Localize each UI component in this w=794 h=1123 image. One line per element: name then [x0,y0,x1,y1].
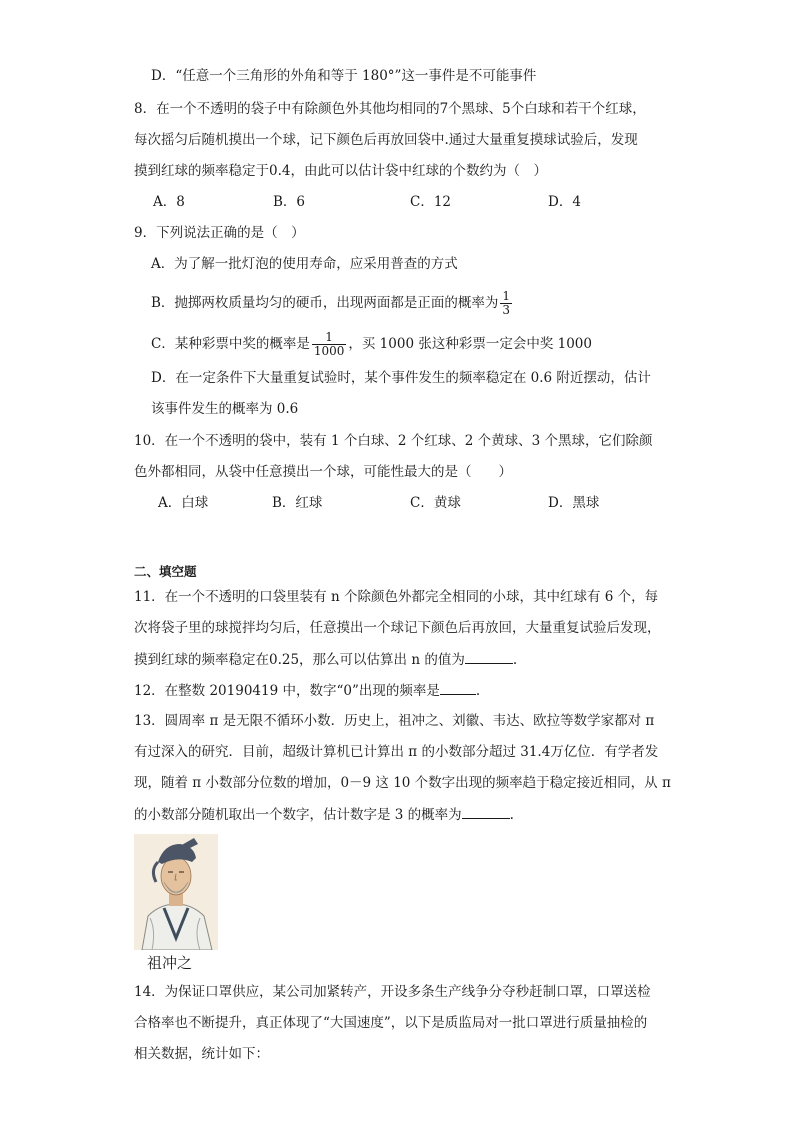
q10-option-c: C．黄球 [410,495,461,511]
portrait-illustration [134,834,218,950]
q14-stem-line3: 相关数据，统计如下： [134,1046,269,1062]
q9-option-b-text: B．抛掷两枚质量均匀的硬币，出现两面都是正面的概率为 [151,295,499,311]
q11-stem-line3 [134,649,517,670]
q14-stem-line2: 合格率也不断提升，真正体现了“大国速度”，以下是质监局对一批口罩进行质量抽检的 [134,1015,648,1031]
q13-stem-line4-text: 的小数部分随机取出一个数字，估计数字是 3 的概率为 [134,807,462,823]
q7-option-d: D．“任意一个三角形的外角和等于 180°”这一事件是不可能事件 [151,68,537,84]
q14-stem-line1: 14．为保证口罩供应，某公司加紧转产，开设多条生产线争分夺秒赶制口罩，口罩送检 [134,984,651,1000]
q10-stem-line2: 色外都相同，从袋中任意摸出一个球，可能性最大的是（ ） [134,464,512,480]
q11-stem-line3-text: 摸到红球的频率稳定在0.25，那么可以估算出 n 的值为 [134,652,465,668]
q8-option-b: B．6 [273,194,306,210]
q9-option-c [151,331,592,358]
q8-stem-line1: 8．在一个不透明的袋子中有除颜色外其他均相同的7个黑球、5个白球和若干个红球， [134,101,646,117]
q9-option-b-fraction [500,290,512,317]
fraction-denominator: 3 [502,303,511,317]
section-heading-fill-in: 二、填空题 [134,564,197,579]
q8-option-d: D．4 [548,194,581,210]
q10-option-a: A．白球 [158,495,209,511]
q12-stem [134,680,480,701]
q8-stem-line2: 每次摇匀后随机摸出一个球，记下颜色后再放回袋中.通过大量重复摸球试验后，发现 [134,132,638,148]
q11-stem-line2: 次将袋子里的球搅拌均匀后，任意摸出一个球记下颜色后再放回，大量重复试验后发现， [134,620,661,636]
q11-stem-line1: 11．在一个不透明的口袋里装有 n 个除颜色外都完全相同的小球，其中红球有 6 个，每 [134,589,659,605]
q9-option-c-pre: C．某种彩票中奖的概率是 [151,336,310,352]
fraction-numerator: 1 [312,331,347,345]
answer-blank[interactable] [440,680,476,695]
fraction-denominator: 1000 [313,344,345,358]
q8-option-c: C．12 [410,194,452,210]
q11-end-period: . [512,652,518,668]
q9-option-c-post: ，买 1000 张这种彩票一定会中奖 1000 [348,336,592,352]
q9-option-c-fraction [312,331,347,358]
portrait-caption: 祖冲之 [147,954,193,972]
q8-stem-line3: 摸到红球的频率稳定于0.4，由此可以估计袋中红球的个数约为（ ） [134,163,547,179]
q13-end-period: . [509,807,514,823]
q9-option-d-line2: 该事件发生的概率为 0.6 [151,401,299,417]
fraction-numerator: 1 [502,289,511,303]
q13-stem-line3: 现，随着 π 小数部分位数的增加，0－9 这 10 个数字出现的频率趋于稳定接近相同，从 π [134,775,671,791]
q9-option-a: A．为了解一批灯泡的使用寿命，应采用普查的方式 [151,256,458,272]
q10-stem-line1: 10．在一个不透明的袋中，装有 1 个白球、2 个红球、2 个黄球、3 个黑球，它们除颜 [134,433,653,449]
q9-option-d-line1: D．在一定条件下大量重复试验时，某个事件发生的频率稳定在 0.6 附近摆动，估计 [151,370,651,386]
q13-stem-line4 [134,804,514,825]
q9-stem: 9．下列说法正确的是（ ） [134,225,305,241]
answer-blank[interactable] [462,804,510,819]
answer-blank[interactable] [465,649,513,664]
q10-option-d: D．黑球 [548,495,600,511]
q12-stem-text: 12．在整数 20190419 中，数字“0”出现的频率是 [134,683,440,699]
q8-option-a: A．8 [153,194,185,210]
zu-chongzhi-portrait [134,834,218,950]
q9-option-b [151,290,514,317]
q10-option-b: B．红球 [272,495,323,511]
q12-end-period: . [475,683,481,699]
q13-stem-line1: 13．圆周率 π 是无限不循环小数．历史上，祖冲之、刘徽、韦达、欧拉等数学家都对 π [134,713,655,729]
q13-stem-line2: 有过深入的研究．目前，超级计算机已计算出 π 的小数部分超过 31.4万亿位．有学者发 [134,744,659,760]
